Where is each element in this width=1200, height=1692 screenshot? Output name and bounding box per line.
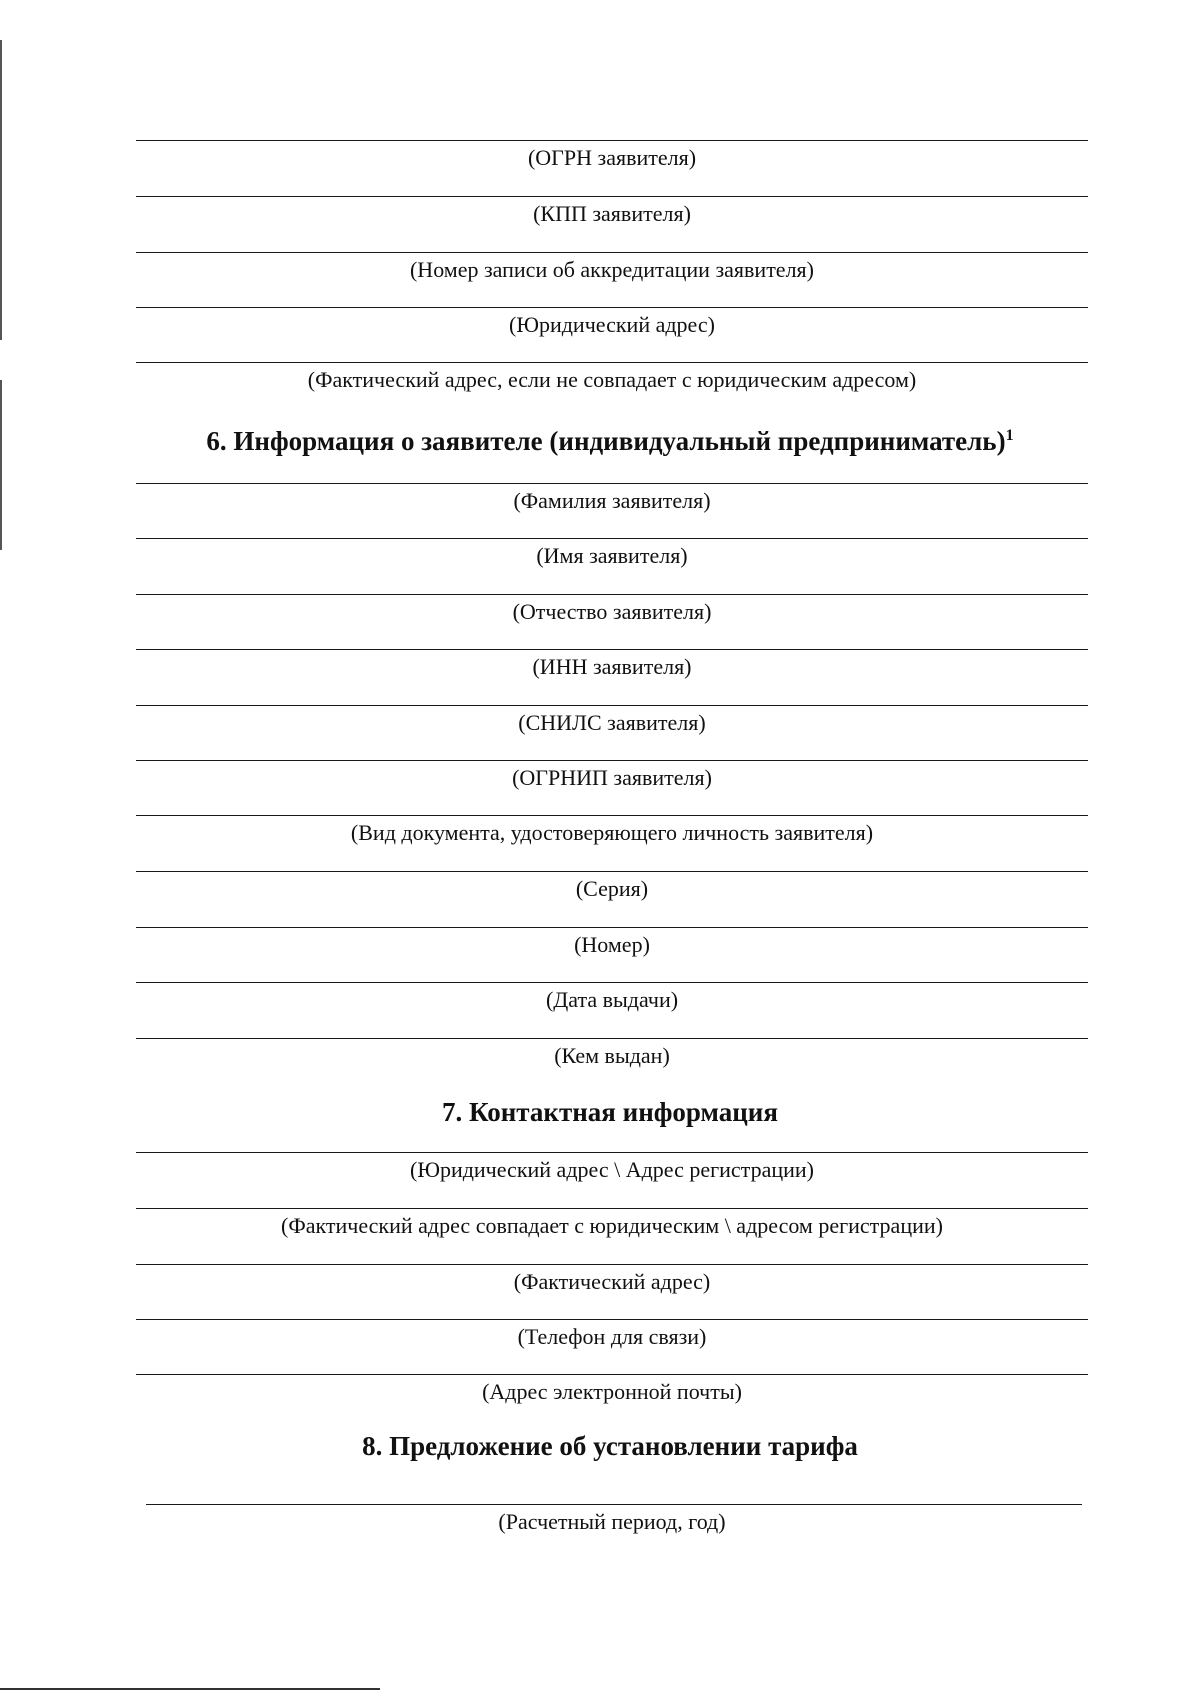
field-line-surname[interactable] — [136, 483, 1088, 484]
field-line-actual-address-contact[interactable] — [136, 1264, 1088, 1265]
scan-margin-mark — [0, 40, 2, 340]
field-caption-period: (Расчетный период, год) — [498, 1509, 726, 1534]
field-caption-legal-address: (Юридический адрес) — [509, 312, 715, 337]
scan-margin-mark — [0, 380, 2, 550]
field-caption-number: (Номер) — [574, 932, 650, 957]
field-line-number[interactable] — [136, 927, 1088, 928]
field-line-email[interactable] — [136, 1374, 1088, 1375]
field-caption-address-match: (Фактический адрес совпадает с юридическим \ адресом регистрации) — [281, 1213, 943, 1238]
field-line-snils[interactable] — [136, 705, 1088, 706]
field-caption-actual-address-contact: (Фактический адрес) — [513, 1269, 711, 1294]
field-caption-ogrnip: (ОГРНИП заявителя) — [512, 765, 712, 790]
field-line-address-match[interactable] — [136, 1208, 1088, 1209]
section6-title — [100, 425, 1120, 457]
field-caption-accreditation: (Номер записи об аккредитации заявителя) — [409, 257, 814, 282]
field-caption-series: (Серия) — [575, 876, 649, 901]
field-line-phone[interactable] — [136, 1319, 1088, 1320]
section7-title: 7. Контактная информация — [442, 1097, 778, 1127]
field-caption-issued-by: (Кем выдан) — [554, 1043, 670, 1068]
field-caption-email: (Адрес электронной почты) — [482, 1379, 742, 1404]
field-caption-snils: (СНИЛС заявителя) — [518, 710, 706, 735]
field-caption-phone: (Телефон для связи) — [517, 1324, 707, 1349]
section6-title-text: 6. Информация о заявителе (индивидуальный предприниматель) — [206, 426, 1006, 456]
field-caption-name: (Имя заявителя) — [536, 543, 688, 568]
field-caption-id-document: (Вид документа, удостоверяющего личность заявителя) — [350, 820, 874, 845]
field-line-id-document[interactable] — [136, 815, 1088, 816]
field-line-issue-date[interactable] — [136, 982, 1088, 983]
field-caption-surname: (Фамилия заявителя) — [513, 488, 711, 513]
field-line-registration-address[interactable] — [136, 1152, 1088, 1153]
field-caption-ogrn: (ОГРН заявителя) — [527, 145, 697, 170]
field-caption-inn: (ИНН заявителя) — [532, 654, 692, 679]
field-line-inn[interactable] — [136, 649, 1088, 650]
field-line-accreditation[interactable] — [136, 252, 1088, 253]
field-line-patronymic[interactable] — [136, 594, 1088, 595]
field-caption-issue-date: (Дата выдачи) — [545, 987, 679, 1012]
field-line-ogrn[interactable] — [136, 140, 1088, 141]
section8-title: 8. Предложение об установлении тарифа — [362, 1431, 858, 1461]
field-line-series[interactable] — [136, 871, 1088, 872]
field-caption-registration-address: (Юридический адрес \ Адрес регистрации) — [410, 1157, 814, 1182]
field-line-actual-address[interactable] — [136, 362, 1088, 363]
field-line-kpp[interactable] — [136, 196, 1088, 197]
field-line-legal-address[interactable] — [136, 307, 1088, 308]
field-caption-kpp: (КПП заявителя) — [533, 201, 691, 226]
scan-bottom-edge — [0, 1688, 380, 1690]
section6-footnote-marker: 1 — [1005, 427, 1014, 444]
field-line-ogrnip[interactable] — [136, 760, 1088, 761]
field-line-issued-by[interactable] — [136, 1038, 1088, 1039]
field-caption-patronymic: (Отчество заявителя) — [512, 599, 712, 624]
field-caption-actual-address: (Фактический адрес, если не совпадает с юридическим адресом) — [307, 367, 917, 392]
field-line-name[interactable] — [136, 538, 1088, 539]
field-line-period[interactable] — [146, 1504, 1082, 1505]
